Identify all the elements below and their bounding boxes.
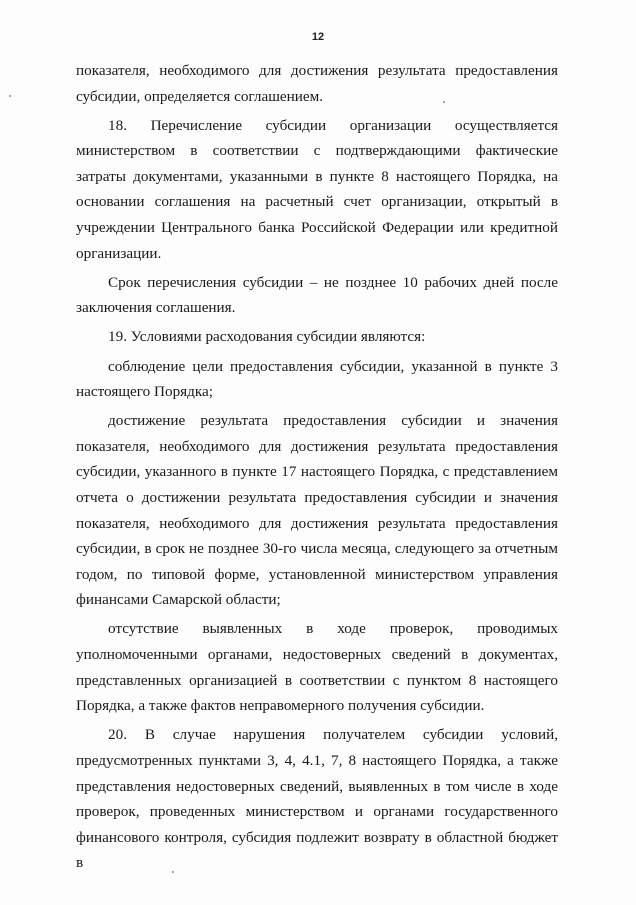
paragraph-19: 19. Условиями расходования субсидии являются: xyxy=(108,328,426,346)
page-number: 12 xyxy=(311,31,325,43)
document-body xyxy=(76,58,558,876)
scan-speck xyxy=(9,95,11,97)
scan-speck xyxy=(443,101,445,103)
paragraph-condition-purpose: соблюдение цели предоставления субсидии, указанной в пункте 3 настоящего Порядка; xyxy=(76,357,558,401)
scan-speck xyxy=(172,871,174,873)
paragraph-condition-no-violations: отсутствие выявленных в ходе проверок, проводимых уполномоченными органами, недостоверных сведений в документах, представленных организацией в соответствии с пунктом 8 настоящего Порядка, а также фактов неправомерного получения субсидии. xyxy=(76,620,558,715)
paragraph-transfer-deadline: Срок перечисления субсидии – не позднее 10 рабочих дней после заключения соглашения. xyxy=(76,273,558,317)
paragraph-continuation: показателя, необходимого для достижения результата предоставления субсидии, определяется соглашением. xyxy=(76,62,558,105)
paragraph-condition-result: достижение результата предоставления субсидии и значения показателя, необходимого для достижения результата предоставления субсидии, указанного в пункте 17 настоящего Порядка, с представлением отчета о достижении результата предоставления субсидии и значения показателя, необходимого для достижения результата предоставления субсидии, в срок не позднее 30-го числа месяца, следующего за отчетным годом, по типовой форме, установленной министерством управления финансами Самарской области; xyxy=(76,412,558,609)
paragraph-20: 20. В случае нарушения получателем субсидии условий, предусмотренных пунктами 3, 4, 4.1, 7, 8 настоящего Порядка, а также представления недостоверных сведений, выявленных в том числе в ходе проверок, проведенных министерством и органами государственного финансового контроля, субсидия подлежит возврату в областной бюджет в xyxy=(76,726,558,872)
paragraph-18: 18. Перечисление субсидии организации осуществляется министерством в соответствии с подтверждающими фактические затраты документами, указанными в пункте 8 настоящего Порядка, на основании соглашения на расчетный счет организации, открытый в учреждении Центрального банка Российской Федерации или кредитной организации. xyxy=(76,116,558,262)
